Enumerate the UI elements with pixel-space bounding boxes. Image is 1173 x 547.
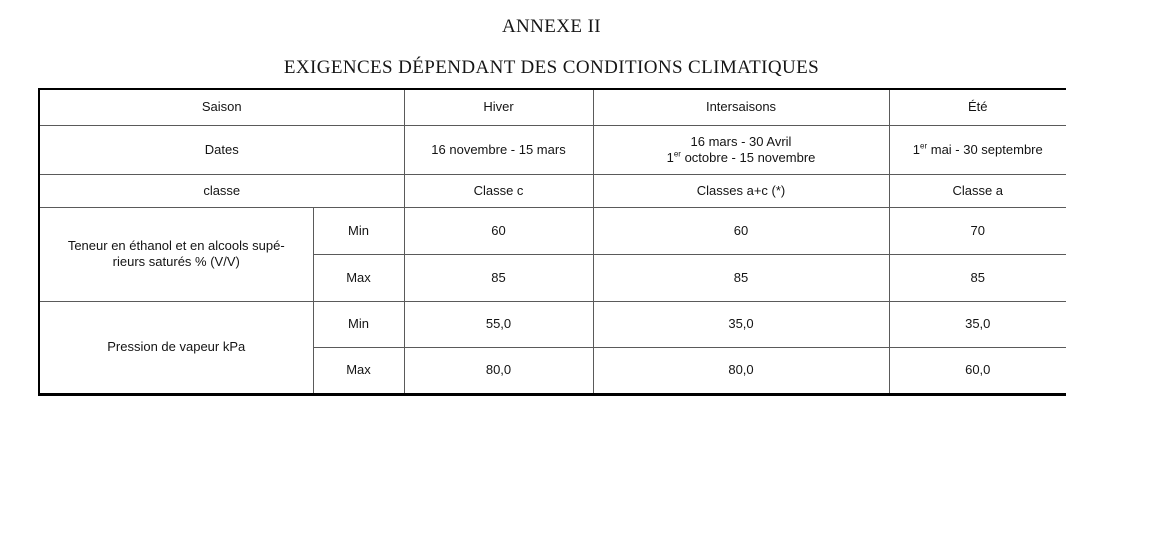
cell-season-label: Saison	[39, 89, 404, 125]
cell-vapor-parameter: Pression de vapeur kPa	[39, 301, 313, 394]
annex-title: ANNEXE II	[501, 16, 602, 37]
cell-class-label: classe	[39, 174, 404, 207]
cell-vapor-max-summer: 60,0	[889, 347, 1066, 394]
climatic-requirements-table	[38, 88, 1066, 396]
dates-midseason-line1: 16 mars - 30 Avril	[690, 133, 792, 149]
cell-vapor-max-midseason: 80,0	[593, 347, 889, 394]
cell-vapor-max-label: Max	[313, 347, 404, 394]
cell-ethanol-min-label: Min	[313, 207, 404, 254]
cell-ethanol-parameter: Teneur en éthanol et en alcools supé- rieurs saturés % (V/V)	[39, 207, 313, 301]
cell-ethanol-min-winter: 60	[404, 207, 593, 254]
cell-dates-summer: 1er mai - 30 septembre	[889, 125, 1066, 174]
class-row	[39, 174, 1066, 207]
cell-vapor-max-winter: 80,0	[404, 347, 593, 394]
cell-season-midseason: Intersaisons	[593, 89, 889, 125]
superscript-er: er	[673, 149, 681, 159]
cell-ethanol-max-summer: 85	[889, 254, 1066, 301]
cell-vapor-min-summer: 35,0	[889, 301, 1066, 347]
cell-class-winter: Classe c	[404, 174, 593, 207]
cell-dates-midseason	[593, 125, 889, 174]
cell-ethanol-min-summer: 70	[889, 207, 1066, 254]
vapor-min-row	[39, 301, 1066, 347]
cell-vapor-min-winter: 55,0	[404, 301, 593, 347]
cell-ethanol-max-label: Max	[313, 254, 404, 301]
cell-ethanol-min-midseason: 60	[593, 207, 889, 254]
cell-class-summer: Classe a	[889, 174, 1066, 207]
cell-season-winter: Hiver	[404, 89, 593, 125]
cell-class-midseason: Classes a+c (*)	[593, 174, 889, 207]
ethanol-min-row	[39, 207, 1066, 254]
cell-ethanol-max-midseason: 85	[593, 254, 889, 301]
cell-season-summer: Été	[889, 89, 1066, 125]
cell-vapor-min-label: Min	[313, 301, 404, 347]
season-row	[39, 89, 1066, 125]
cell-dates-winter: 16 novembre - 15 mars	[404, 125, 593, 174]
cell-ethanol-max-winter: 85	[404, 254, 593, 301]
cell-dates-label: Dates	[39, 125, 404, 174]
cell-vapor-min-midseason: 35,0	[593, 301, 889, 347]
dates-row	[39, 125, 1066, 174]
annex-subtitle: EXIGENCES DÉPENDANT DES CONDITIONS CLIMATIQUES	[283, 57, 820, 78]
superscript-er: er	[920, 141, 928, 151]
dates-midseason-line2: 1er octobre - 15 novembre	[666, 149, 816, 165]
